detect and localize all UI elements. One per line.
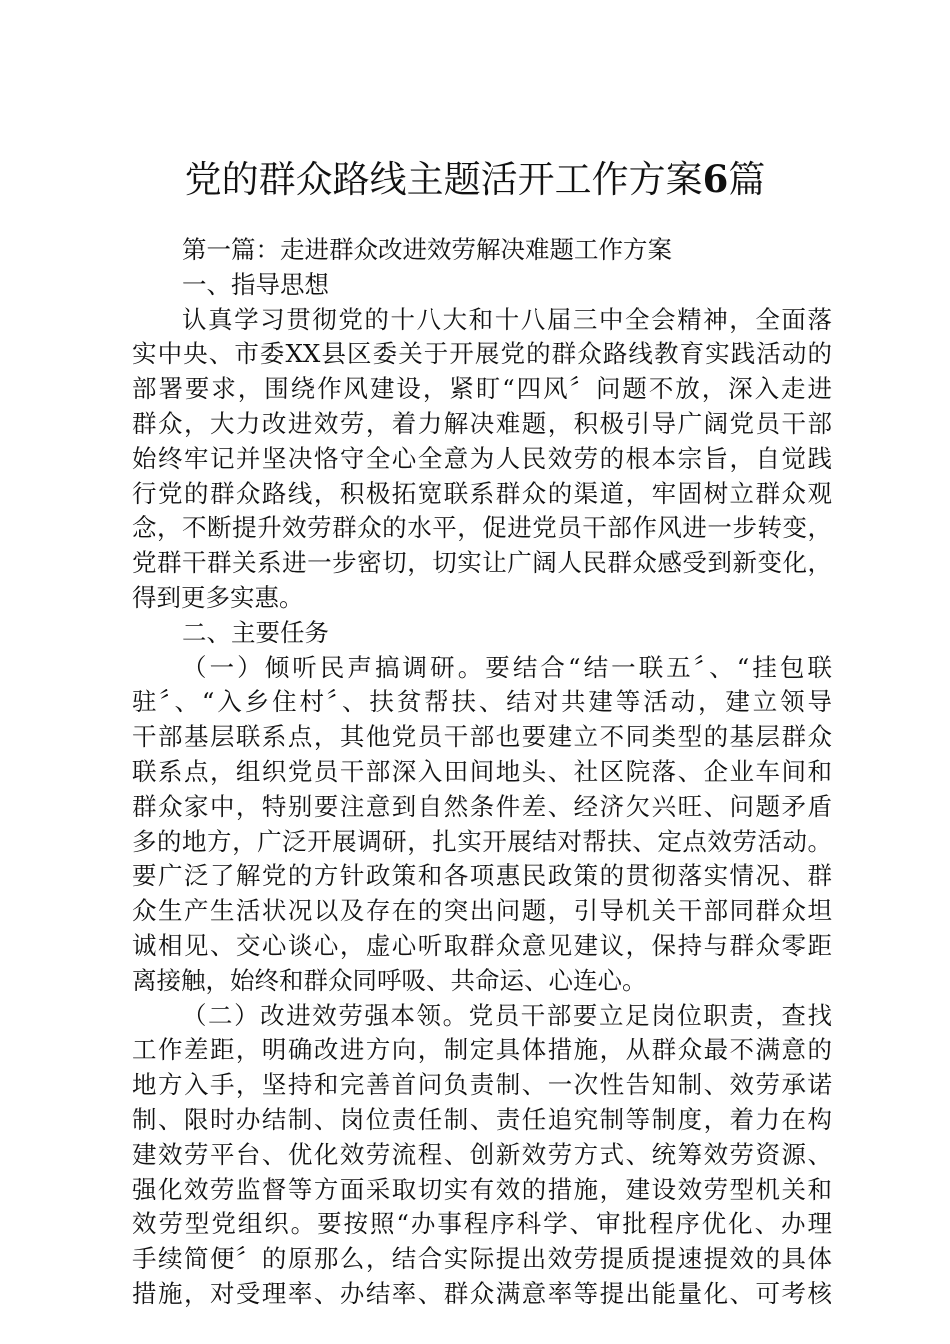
paragraph-line: 效劳型党组织。要按照“办事程序科学、审批程序优化、办理: [132, 1209, 832, 1239]
paragraph-line: 行党的群众路线，积极拓宽联系群众的渠道，牢固树立群众观: [132, 478, 832, 508]
paragraph-line: 联系点，组织党员干部深入田间地头、社区院落、企业车间和: [132, 756, 832, 786]
paragraph-line: 干部基层联系点，其他党员干部也要建立不同类型的基层群众: [132, 722, 832, 752]
paragraph-line: 第一篇：走进群众改进效劳解决难题工作方案: [182, 235, 672, 264]
paragraph-line: 制、限时办结制、岗位责任制、责任追究制等制度，着力在构: [132, 1104, 832, 1134]
paragraph-line: 二、主要任务: [182, 617, 329, 647]
paragraph-line: 始终牢记并坚决恪守全心全意为人民效劳的根本宗旨，自觉践: [132, 443, 832, 473]
paragraph-line: 群众，大力改进效劳，着力解决难题，积极引导广阔党员干部: [132, 408, 832, 438]
paragraph-line: 驻〞、“入乡住村〞、扶贫帮扶、结对共建等活动，建立领导: [132, 687, 832, 717]
paragraph-line: 措施，对受理率、办结率、群众满意率等提出能量化、可考核: [132, 1278, 832, 1308]
paragraph-line: 认真学习贯彻党的十八大和十八届三中全会精神，全面落: [182, 304, 832, 334]
paragraph-line: 一、指导思想: [182, 269, 329, 299]
document-title: [0, 150, 950, 209]
title-number: 6: [702, 157, 729, 201]
title-main-text: 党的群众路线主题活开工作方案: [184, 158, 703, 201]
paragraph-line: 诚相见、交心谈心，虚心听取群众意见建议，保持与群众零距: [132, 930, 832, 960]
paragraph-line: 群众家中，特别要注意到自然条件差、经济欠兴旺、问题矛盾: [132, 791, 832, 821]
paragraph-line: 众生产生活状况以及存在的突出问题，引导机关干部同群众坦: [132, 896, 832, 926]
paragraph-line: 手续简便〞的原那么，结合实际提出效劳提质提速提效的具体: [132, 1244, 832, 1274]
paragraph-line: 要广泛了解党的方针政策和各项惠民政策的贯彻落实情况、群: [132, 861, 832, 891]
document-body: [132, 233, 832, 1312]
paragraph-line: 部署要求，围绕作风建设，紧盯“四风〞问题不放，深入走进: [132, 374, 832, 404]
paragraph-line: 地方入手，坚持和完善首问负责制、一次性告知制、效劳承诺: [132, 1070, 832, 1100]
paragraph-line: 建效劳平台、优化效劳流程、创新效劳方式、统筹效劳资源、: [132, 1139, 832, 1169]
paragraph-line: 离接触，始终和群众同呼吸、共命运、心连心。: [132, 965, 647, 995]
paragraph-line: （一）倾听民声搞调研。要结合“结一联五〞、“挂包联: [182, 652, 832, 682]
paragraph-line: 工作差距，明确改进方向，制定具体措施，从群众最不满意的: [132, 1035, 832, 1065]
paragraph-line: 党群干群关系进一步密切，切实让广阔人民群众感受到新变化，: [132, 548, 832, 578]
title-suffix: 篇: [728, 158, 766, 201]
paragraph-line: 多的地方，广泛开展调研，扎实开展结对帮扶、定点效劳活动。: [132, 826, 832, 856]
paragraph-line: 念，不断提升效劳群众的水平，促进党员干部作风进一步转变，: [132, 513, 832, 543]
paragraph-line: 得到更多实惠。: [132, 582, 304, 612]
paragraph-line: 强化效劳监督等方面采取切实有效的措施，建设效劳型机关和: [132, 1174, 832, 1204]
paragraph-line: （二）改进效劳强本领。党员干部要立足岗位职责，查找: [182, 1000, 832, 1030]
paragraph-line: 实中央、市委XX县区委关于开展党的群众路线教育实践活动的: [132, 339, 832, 369]
